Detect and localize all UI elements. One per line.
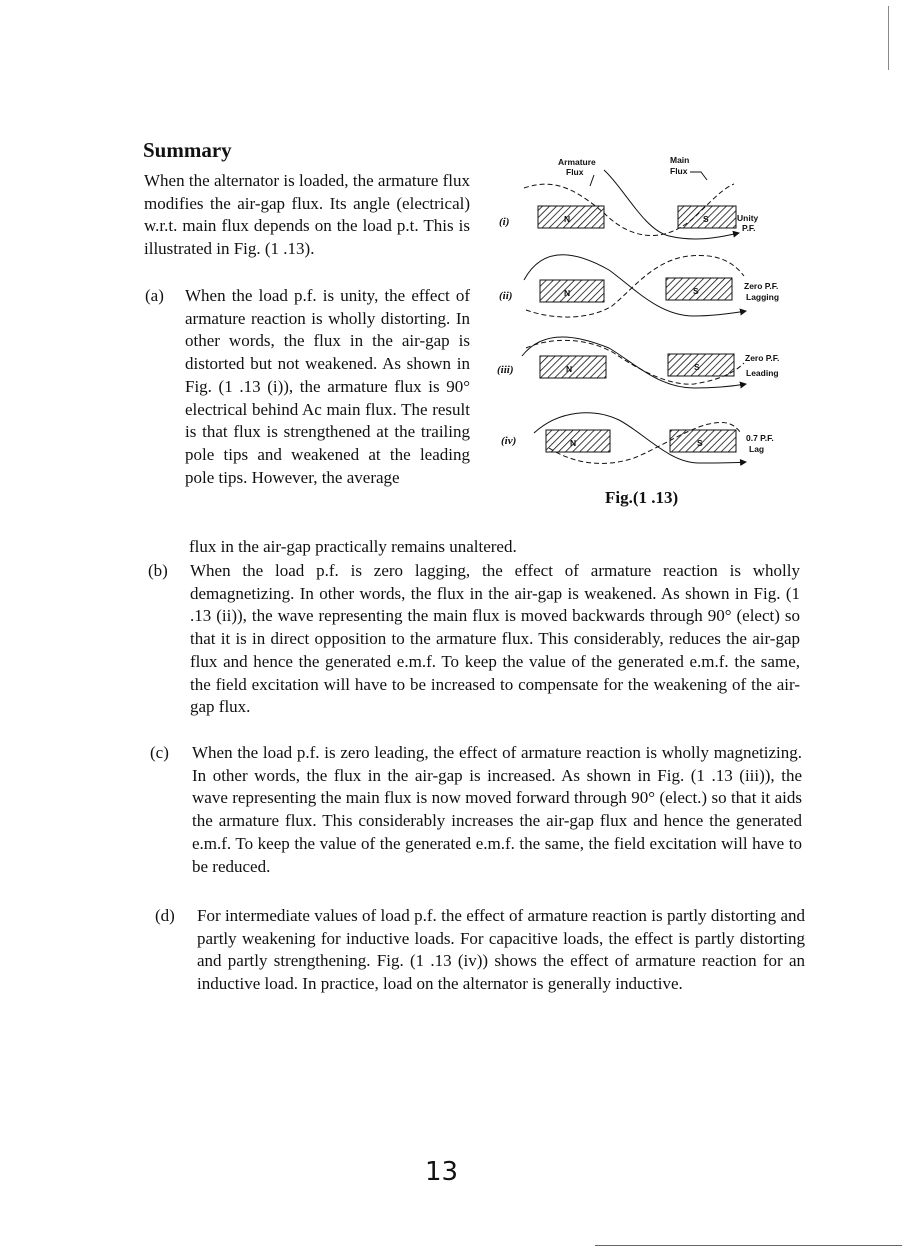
- list-item-b: [148, 560, 800, 740]
- n-pole: [538, 206, 604, 228]
- s-pole: [666, 278, 732, 300]
- n-pole-label: N: [570, 438, 577, 448]
- s-pole: [670, 430, 736, 452]
- fig-row-ii: [499, 255, 779, 317]
- n-pole: [540, 280, 604, 302]
- page-number: 13: [425, 1157, 459, 1187]
- item-a-continuation: flux in the air-gap practically remains unaltered.: [189, 537, 517, 556]
- margin-rule-right: [888, 6, 889, 70]
- fig-row-iv: [501, 413, 774, 464]
- s-pole-label: S: [694, 362, 700, 372]
- armature-reaction-figure: [494, 148, 804, 518]
- row-numeral: (i): [499, 216, 510, 228]
- row-numeral: (ii): [499, 290, 513, 302]
- item-letter: (b): [148, 561, 168, 580]
- armature-flux-label-1: Armature: [558, 157, 596, 167]
- n-pole: [546, 430, 610, 452]
- item-text: When the load p.f. is zero leading, the effect of armature reaction is wholly magnetizing. In other words, the flux in the air-gap is increased. As shown in Fig. (1 .13 (iii)), the wave representing the main flux is now moved forward through 90° (elect.) so that it aids the armature flux. This considerably increases the air-gap flux and hence the generated e.m.f. To keep the value of the generated e.m.f. the same, the field excitation will have to be reduced.: [192, 743, 802, 876]
- item-letter: (a): [145, 286, 164, 305]
- section-heading: Summary: [143, 138, 232, 162]
- pf-label-1: Zero P.F.: [744, 281, 779, 291]
- s-pole-label: S: [703, 214, 709, 224]
- list-item-a: [145, 285, 475, 537]
- pf-label-1: Unity: [737, 213, 759, 223]
- s-pole-label: S: [693, 286, 699, 296]
- row-numeral: (iv): [501, 435, 517, 447]
- n-pole-label: N: [564, 214, 571, 224]
- s-pole: [668, 354, 734, 376]
- pf-label-1: 0.7 P.F.: [746, 433, 774, 443]
- pf-label-2: Lagging: [746, 292, 780, 302]
- item-text: When the load p.f. is unity, the effect of armature reaction is wholly distorting. In other words, the flux in the air-gap is distorted but not weakened. As shown in Fig. (1 .13 (i)), the armature flux is 90° electrical behind Ac main flux. The result is that flux is strengthened at the trailing pole tips and weakened at the leading pole tips. However, the average: [185, 286, 470, 487]
- pf-label-2: Leading: [746, 368, 779, 378]
- row-numeral: (iii): [497, 364, 514, 376]
- pf-label-1: Zero P.F.: [745, 353, 780, 363]
- item-text: For intermediate values of load p.f. the effect of armature reaction is partly distorting and partly weakening for inductive loads. For capacitive loads, the effect is partly distorting and partly strengthening. Fig. (1 .13 (iv)) shows the effect of armature reaction for an inductive load. In practice, load on the alternator is generally inductive.: [197, 906, 805, 994]
- figure-caption: Fig.(1 .13): [605, 488, 679, 507]
- armature-flux-label-2: Flux: [566, 167, 584, 177]
- item-letter: (c): [150, 743, 169, 762]
- list-item-c: [150, 742, 802, 902]
- intro-paragraph: When the alternator is loaded, the armature flux modifies the air-gap flux. Its angle (electrical) w.r.t. main flux depends on the load p.t. This is illustrated in Fig. (1 .13).: [144, 171, 470, 259]
- armature-flux-pointer: [590, 175, 594, 186]
- n-pole: [540, 356, 606, 378]
- n-pole-label: N: [566, 364, 573, 374]
- pf-label-2: Lag: [749, 444, 765, 454]
- main-flux-label-1: Main: [670, 155, 690, 165]
- bottom-rule: [595, 1245, 902, 1246]
- n-pole-label: N: [564, 288, 571, 298]
- item-letter: (d): [155, 906, 175, 925]
- list-item-d: [155, 905, 805, 1020]
- main-flux-pointer: [690, 172, 707, 180]
- item-text: When the load p.f. is zero lagging, the effect of armature reaction is wholly demagnetizing. In other words, the flux in the air-gap is weakened. As shown in Fig. (1 .13 (ii)), the wave representing the main flux is moved backwards through 90° (elect) so that it is in direct opposition to the armature flux. This considerably, reduces the air-gap flux and hence the generated e.m.f. To keep the value of the generated e.m.f. the same, the field excitation will have to be increased to compensate for the weakening of the air-gap flux.: [190, 561, 800, 717]
- fig-row-i: [499, 170, 759, 239]
- s-pole-label: S: [697, 438, 703, 448]
- fig-row-iii: [497, 337, 779, 388]
- pf-label-2: P.F.: [742, 223, 756, 233]
- main-flux-label-2: Flux: [670, 166, 688, 176]
